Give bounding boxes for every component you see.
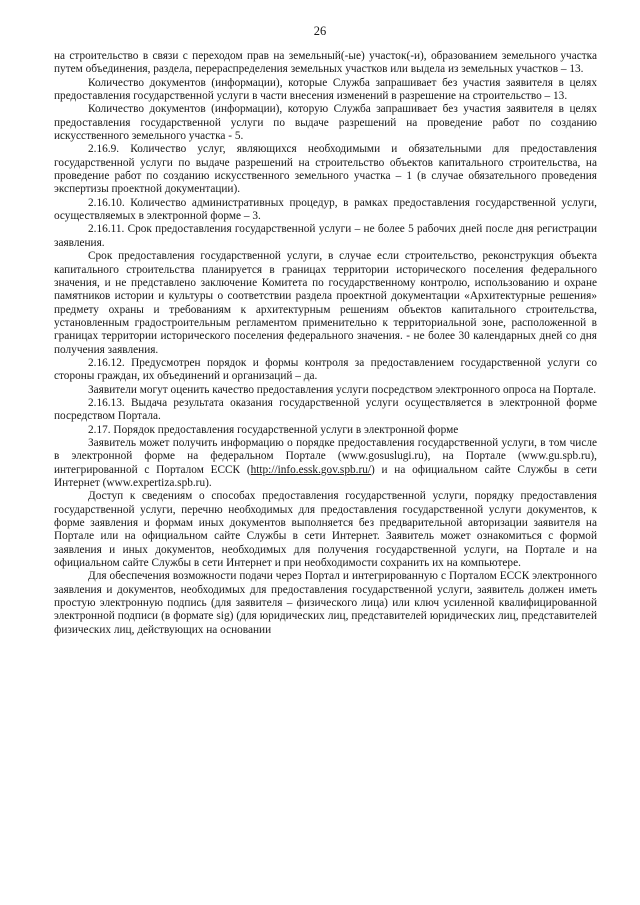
paragraph-2-16-13: 2.16.13. Выдача результата оказания государственной услуги осуществляется в электронной форме посредством Портала. [54, 396, 597, 423]
section-heading-2-17: 2.17. Порядок предоставления государственной услуги в электронной форме [88, 423, 459, 436]
paragraph-documents-count-artificial-plot: Количество документов (информации), которую Служба запрашивает без участия заявителя в целях предоставления государственной услуги по выдаче разрешений на проведение работ по созданию искусственного земельного участка - 5. [54, 103, 597, 143]
info-sources-text-after: ) и на официальном сайте Службы в сети Интернет (www.expertiza.spb.ru). [54, 463, 597, 489]
paragraph-service-term-historic: Срок предоставления государственной услуги, в случае если строительство, реконструкция объекта капитального строительства планируется в границах территории исторического поселения федерального значения, и не представлено заключение Комитета по государственному контролю, использованию и охране памятников истории и культуры о соответствии раздела проектной документации «Архитектурные решения» предмету охраны и требованиям к архитектурным решениям объектов капитального строительства, установленным градостроительным регламентом применительно к территориальной зоне, расположенной в границах территории исторического поселения федерального значения. - не более 30 календарных дней со дня получения заявления. [54, 250, 597, 356]
paragraph-electronic-signature: Для обеспечения возможности подачи через Портал и интегрированную с Порталом ЕССК электронного заявления и документов, необходимых для предоставления государственной услуги, заявитель должен иметь простую электронную подпись (для заявителя – физического лица) или ключ усиленной квалифицированной электронной подписи (в формате sig) (для юридических лиц, представителей юридических лиц, представителей физических лиц, действующих на основании [54, 570, 597, 636]
document-body [54, 50, 597, 637]
paragraph-2-16-9: 2.16.9. Количество услуг, являющихся необходимыми и обязательными для предоставления государственной услуги по выдаче разрешений на строительство объектов капитального строительства, на проведение работ по созданию искусственного земельного участка – 1 (в случае обязательного проведения экспертизы проектной документации). [54, 143, 597, 196]
paragraph-continuation: на строительство в связи с переходом прав на земельный(-ые) участок(-и), образованием земельного участка путем объединения, раздела, перераспределения земельных участков или выдела из земельных участков – 13. [54, 50, 597, 76]
paragraph-2-16-12: 2.16.12. Предусмотрен порядок и формы контроля за предоставлением государственной услуги со стороны граждан, их объединений и организаций – да. [54, 356, 597, 383]
paragraph-access-info: Доступ к сведениям о способах предоставления государственной услуги, порядку предоставления государственной услуги, перечню необходимых для предоставления государственной услуги документов, к форме заявления и формам иных документов выполняется без предварительной авторизации заявителя на Портале или на официальном сайте Службы в сети Интернет. Заявитель может ознакомиться с формой заявления и иных документов, необходимых для получения государственной услуги, на Портале и на официальном сайте Службы в сети Интернет и при необходимости сохранить их на компьютере. [54, 490, 597, 570]
paragraph-quality-survey: Заявители могут оценить качество предоставления услуги посредством электронного опроса на Портале. [88, 383, 597, 396]
essk-portal-link[interactable]: http://info.essk.gov.spb.ru/ [250, 463, 372, 476]
page-number: 26 [313, 24, 327, 38]
paragraph-2-16-10: 2.16.10. Количество административных процедур, в рамках предоставления государственной услуги, осуществляемых в электронной форме – 3. [54, 196, 597, 223]
info-sources-text-before: Заявитель может получить информацию о порядке предоставления государственной услуги, в том числе в электронной форме на федеральном Портале (www.gosuslugi.ru), на Портале (www.gu.spb.ru), интегрированной с Порталом ЕССК ( [54, 436, 597, 476]
paragraph-info-sources [54, 437, 597, 490]
paragraph-2-16-11: 2.16.11. Срок предоставления государственной услуги – не более 5 рабочих дней после дня регистрации заявления. [54, 223, 597, 249]
paragraph-documents-count-changes: Количество документов (информации), которые Служба запрашивает без участия заявителя в целях предоставления государственной услуги в части внесения изменений в разрешение на строительство – 13. [54, 76, 597, 103]
